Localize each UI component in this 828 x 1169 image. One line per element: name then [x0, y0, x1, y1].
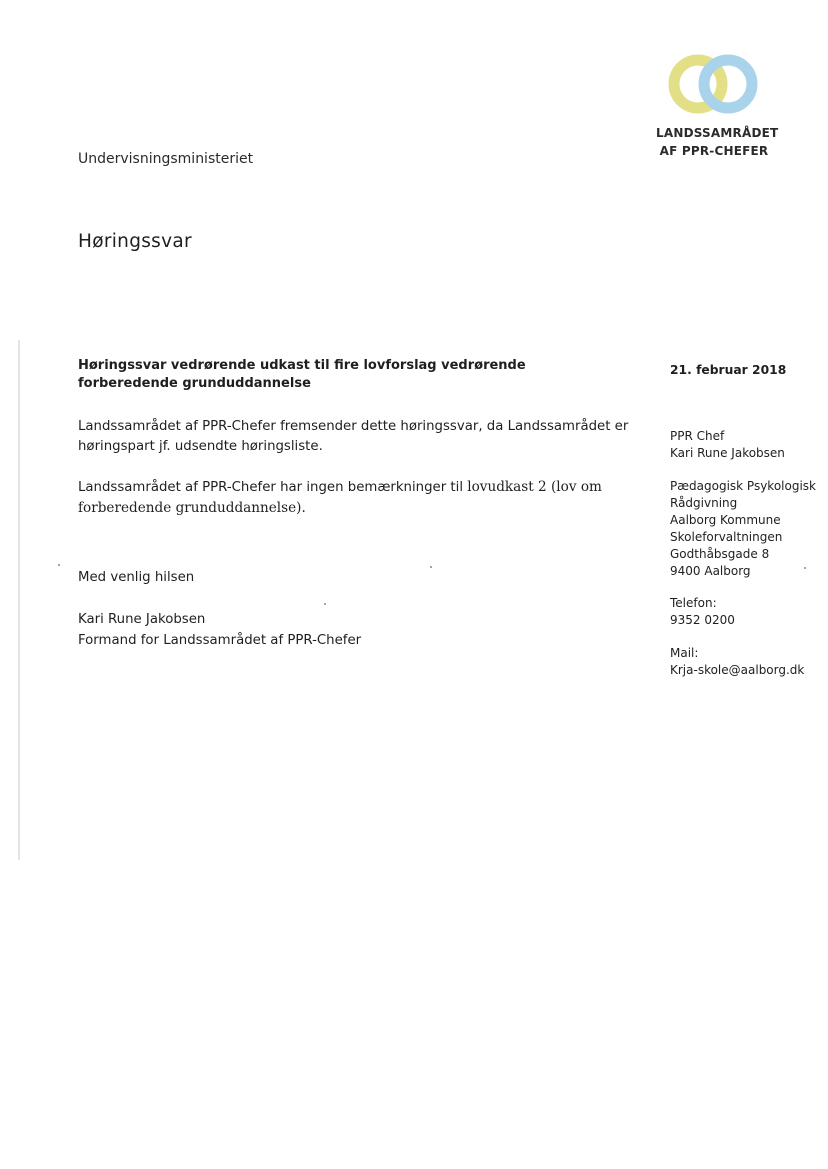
body-paragraph-2-serif: lovudkast 2 (lov om forberedende grunduddannelse). — [78, 479, 602, 516]
phone-number: 9352 0200 — [670, 613, 735, 627]
recipient: Undervisningsministeriet — [78, 151, 254, 167]
scan-speck — [58, 564, 60, 566]
phone-label: Telefon: — [670, 596, 717, 610]
address-line: Skoleforvaltningen — [670, 530, 783, 544]
address-line: Pædagogisk Psykologisk — [670, 479, 816, 493]
mail-label: Mail: — [670, 646, 699, 660]
address-line: Rådgivning — [670, 496, 738, 510]
scan-edge-shadow — [18, 340, 20, 860]
body-paragraph-2-sans: Landssamrådet af PPR-Chefer har ingen bemærkninger til — [78, 480, 464, 495]
logo-ring-right — [704, 60, 752, 108]
address-line: Aalborg Kommune — [670, 513, 781, 527]
signer-name: Kari Rune Jakobsen — [78, 612, 206, 627]
letter-date: 21. februar 2018 — [670, 363, 787, 377]
address-line: 9400 Aalborg — [670, 564, 751, 578]
body-paragraph-2 — [78, 477, 648, 519]
mail-address[interactable]: Krja-skole@aalborg.dk — [670, 663, 805, 677]
scan-speck — [324, 603, 326, 605]
address-line: Godthåbsgade 8 — [670, 547, 770, 561]
document-title: Høringssvar — [78, 231, 192, 252]
organization-logo — [656, 52, 779, 164]
signer-role: Formand for Landssamrådet af PPR-Chefer — [78, 633, 362, 648]
subject-heading: Høringssvar vedrørende udkast til fire lovforslag vedrørende forberedende grunduddannelse — [78, 358, 526, 391]
contact-title: PPR Chef — [670, 429, 725, 443]
body-paragraph-1: Landssamrådet af PPR-Chefer fremsender dette høringssvar, da Landssamrådet er høringspart jf. udsendte høringsliste. — [78, 419, 629, 454]
address-block — [670, 478, 816, 580]
contact-name: Kari Rune Jakobsen — [670, 446, 785, 460]
closing-greeting: Med venlig hilsen — [78, 570, 195, 585]
phone-block — [670, 595, 735, 629]
scan-speck — [804, 567, 806, 569]
logo-org-line1: LANDSSAMRÅDET — [656, 126, 779, 140]
scan-speck — [430, 566, 432, 568]
interlocking-rings-icon — [662, 52, 766, 120]
contact-block — [670, 428, 785, 462]
mail-block — [670, 645, 804, 679]
logo-org-line2: AF PPR-CHEFER — [659, 144, 769, 158]
